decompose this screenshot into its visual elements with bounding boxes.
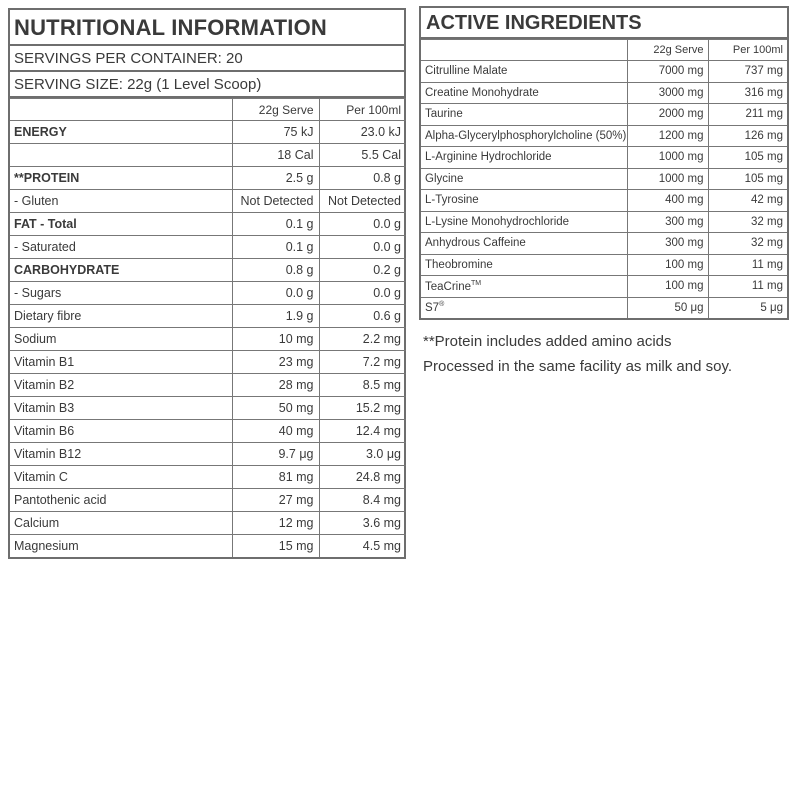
serve-value: 0.1 g [232, 236, 319, 259]
table-row [421, 233, 787, 255]
servings-per-container: SERVINGS PER CONTAINER: 20 [10, 46, 404, 72]
per-100ml-value: 12.4 mg [319, 420, 406, 443]
serve-value: 18 Cal [232, 144, 319, 167]
nutritional-information-panel [8, 8, 406, 559]
table-row [10, 167, 406, 190]
per-100ml-value: 105 mg [708, 168, 787, 190]
table-row [10, 374, 406, 397]
per-100ml-value: 23.0 kJ [319, 121, 406, 144]
table-header-row [10, 99, 406, 121]
serve-value: 2.5 g [232, 167, 319, 190]
serve-value: 15 mg [232, 535, 319, 558]
serve-value: 1000 mg [627, 147, 708, 169]
active-title: ACTIVE INGREDIENTS [421, 8, 787, 39]
serve-value: 1000 mg [627, 168, 708, 190]
per-100ml-value: 11 mg [708, 254, 787, 276]
row-label: Calcium [10, 512, 232, 535]
row-label: L-Lysine Monohydrochloride [421, 211, 627, 233]
serve-value: 40 mg [232, 420, 319, 443]
row-label: Vitamin B6 [10, 420, 232, 443]
table-row [10, 213, 406, 236]
row-label: Vitamin B3 [10, 397, 232, 420]
row-label-superscript: TM [471, 279, 482, 287]
row-label: Pantothenic acid [10, 489, 232, 512]
per-100ml-value: 0.8 g [319, 167, 406, 190]
row-label: Alpha-Glycerylphosphorylcholine (50%) [421, 125, 627, 147]
serve-value: 0.1 g [232, 213, 319, 236]
serve-value: 3000 mg [627, 82, 708, 104]
row-label: Vitamin B1 [10, 351, 232, 374]
per-100ml-value: 316 mg [708, 82, 787, 104]
serve-value: Not Detected [232, 190, 319, 213]
row-label: Dietary fibre [10, 305, 232, 328]
per-100ml-value: 105 mg [708, 147, 787, 169]
per-100ml-value: 11 mg [708, 276, 787, 298]
serve-value: 12 mg [232, 512, 319, 535]
table-row [421, 125, 787, 147]
row-label: - Sugars [10, 282, 232, 305]
allergen-note: Processed in the same facility as milk and soy. [423, 358, 733, 375]
row-label: L-Tyrosine [421, 190, 627, 212]
serve-value: 0.8 g [232, 259, 319, 282]
header-per-100ml: Per 100ml [708, 40, 787, 61]
per-100ml-value: 126 mg [708, 125, 787, 147]
serve-value: 50 mg [232, 397, 319, 420]
row-label: - Gluten [10, 190, 232, 213]
header-blank [421, 40, 627, 61]
serve-value: 9.7 μg [232, 443, 319, 466]
row-label: Magnesium [10, 535, 232, 558]
header-serve: 22g Serve [627, 40, 708, 61]
serve-value: 27 mg [232, 489, 319, 512]
header-blank [10, 99, 232, 121]
table-row [421, 147, 787, 169]
table-row [10, 351, 406, 374]
per-100ml-value: 211 mg [708, 104, 787, 126]
per-100ml-value: 42 mg [708, 190, 787, 212]
row-label: Vitamin B12 [10, 443, 232, 466]
row-label: FAT - Total [10, 213, 232, 236]
serve-value: 2000 mg [627, 104, 708, 126]
nutrition-table [10, 98, 406, 557]
per-100ml-value: 7.2 mg [319, 351, 406, 374]
per-100ml-value: 32 mg [708, 233, 787, 255]
header-per-100ml: Per 100ml [319, 99, 406, 121]
per-100ml-value: 0.0 g [319, 282, 406, 305]
table-row [10, 328, 406, 351]
row-label: - Saturated [10, 236, 232, 259]
row-label-superscript: ® [439, 301, 445, 309]
table-row [421, 82, 787, 104]
table-row [10, 190, 406, 213]
table-row [10, 259, 406, 282]
table-row [10, 282, 406, 305]
row-label: ENERGY [10, 121, 232, 144]
serve-value: 300 mg [627, 211, 708, 233]
row-label: Glycine [421, 168, 627, 190]
table-row [421, 61, 787, 83]
per-100ml-value: 2.2 mg [319, 328, 406, 351]
serve-value: 81 mg [232, 466, 319, 489]
serve-value: 28 mg [232, 374, 319, 397]
table-row [10, 512, 406, 535]
active-ingredients-table [421, 39, 787, 318]
serve-value: 23 mg [232, 351, 319, 374]
per-100ml-value: 5 μg [708, 297, 787, 318]
row-label-text: S7 [425, 302, 440, 315]
serve-value: 0.0 g [232, 282, 319, 305]
per-100ml-value: 5.5 Cal [319, 144, 406, 167]
row-label: L-Arginine Hydrochloride [421, 147, 627, 169]
table-row [10, 305, 406, 328]
serve-value: 100 mg [627, 276, 708, 298]
row-label [421, 276, 627, 298]
serve-value: 7000 mg [627, 61, 708, 83]
header-serve: 22g Serve [232, 99, 319, 121]
table-row [10, 236, 406, 259]
serve-value: 300 mg [627, 233, 708, 255]
table-row [421, 297, 787, 318]
per-100ml-value: 737 mg [708, 61, 787, 83]
serve-value: 1.9 g [232, 305, 319, 328]
per-100ml-value: 32 mg [708, 211, 787, 233]
table-row [10, 420, 406, 443]
table-row [421, 254, 787, 276]
serve-value: 10 mg [232, 328, 319, 351]
table-row [421, 276, 787, 298]
row-label [10, 144, 232, 167]
row-label: Creatine Monohydrate [421, 82, 627, 104]
per-100ml-value: 3.0 μg [319, 443, 406, 466]
row-label: Taurine [421, 104, 627, 126]
row-label: Vitamin C [10, 466, 232, 489]
table-row [421, 168, 787, 190]
per-100ml-value: 0.6 g [319, 305, 406, 328]
row-label: Citrulline Malate [421, 61, 627, 83]
nutrition-title: NUTRITIONAL INFORMATION [10, 10, 404, 46]
serving-size: SERVING SIZE: 22g (1 Level Scoop) [10, 72, 404, 98]
table-header-row [421, 40, 787, 61]
per-100ml-value: 15.2 mg [319, 397, 406, 420]
table-row [421, 104, 787, 126]
per-100ml-value: 0.0 g [319, 213, 406, 236]
serve-value: 50 μg [627, 297, 708, 318]
row-label: Anhydrous Caffeine [421, 233, 627, 255]
row-label: Theobromine [421, 254, 627, 276]
table-row [10, 144, 406, 167]
row-label: **PROTEIN [10, 167, 232, 190]
table-row [421, 211, 787, 233]
per-100ml-value: 0.2 g [319, 259, 406, 282]
per-100ml-value: Not Detected [319, 190, 406, 213]
row-label: Sodium [10, 328, 232, 351]
table-row [10, 466, 406, 489]
row-label: Vitamin B2 [10, 374, 232, 397]
serve-value: 1200 mg [627, 125, 708, 147]
row-label [421, 297, 627, 318]
per-100ml-value: 3.6 mg [319, 512, 406, 535]
row-label: CARBOHYDRATE [10, 259, 232, 282]
table-row [421, 190, 787, 212]
table-row [10, 121, 406, 144]
protein-note: **Protein includes added amino acids [423, 333, 672, 350]
table-row [10, 397, 406, 420]
per-100ml-value: 24.8 mg [319, 466, 406, 489]
row-label-text: TeaCrine [425, 280, 472, 293]
serve-value: 75 kJ [232, 121, 319, 144]
table-row [10, 443, 406, 466]
per-100ml-value: 8.4 mg [319, 489, 406, 512]
per-100ml-value: 4.5 mg [319, 535, 406, 558]
per-100ml-value: 0.0 g [319, 236, 406, 259]
table-row [10, 489, 406, 512]
serve-value: 100 mg [627, 254, 708, 276]
serve-value: 400 mg [627, 190, 708, 212]
per-100ml-value: 8.5 mg [319, 374, 406, 397]
table-row [10, 535, 406, 558]
active-ingredients-panel [419, 6, 789, 320]
